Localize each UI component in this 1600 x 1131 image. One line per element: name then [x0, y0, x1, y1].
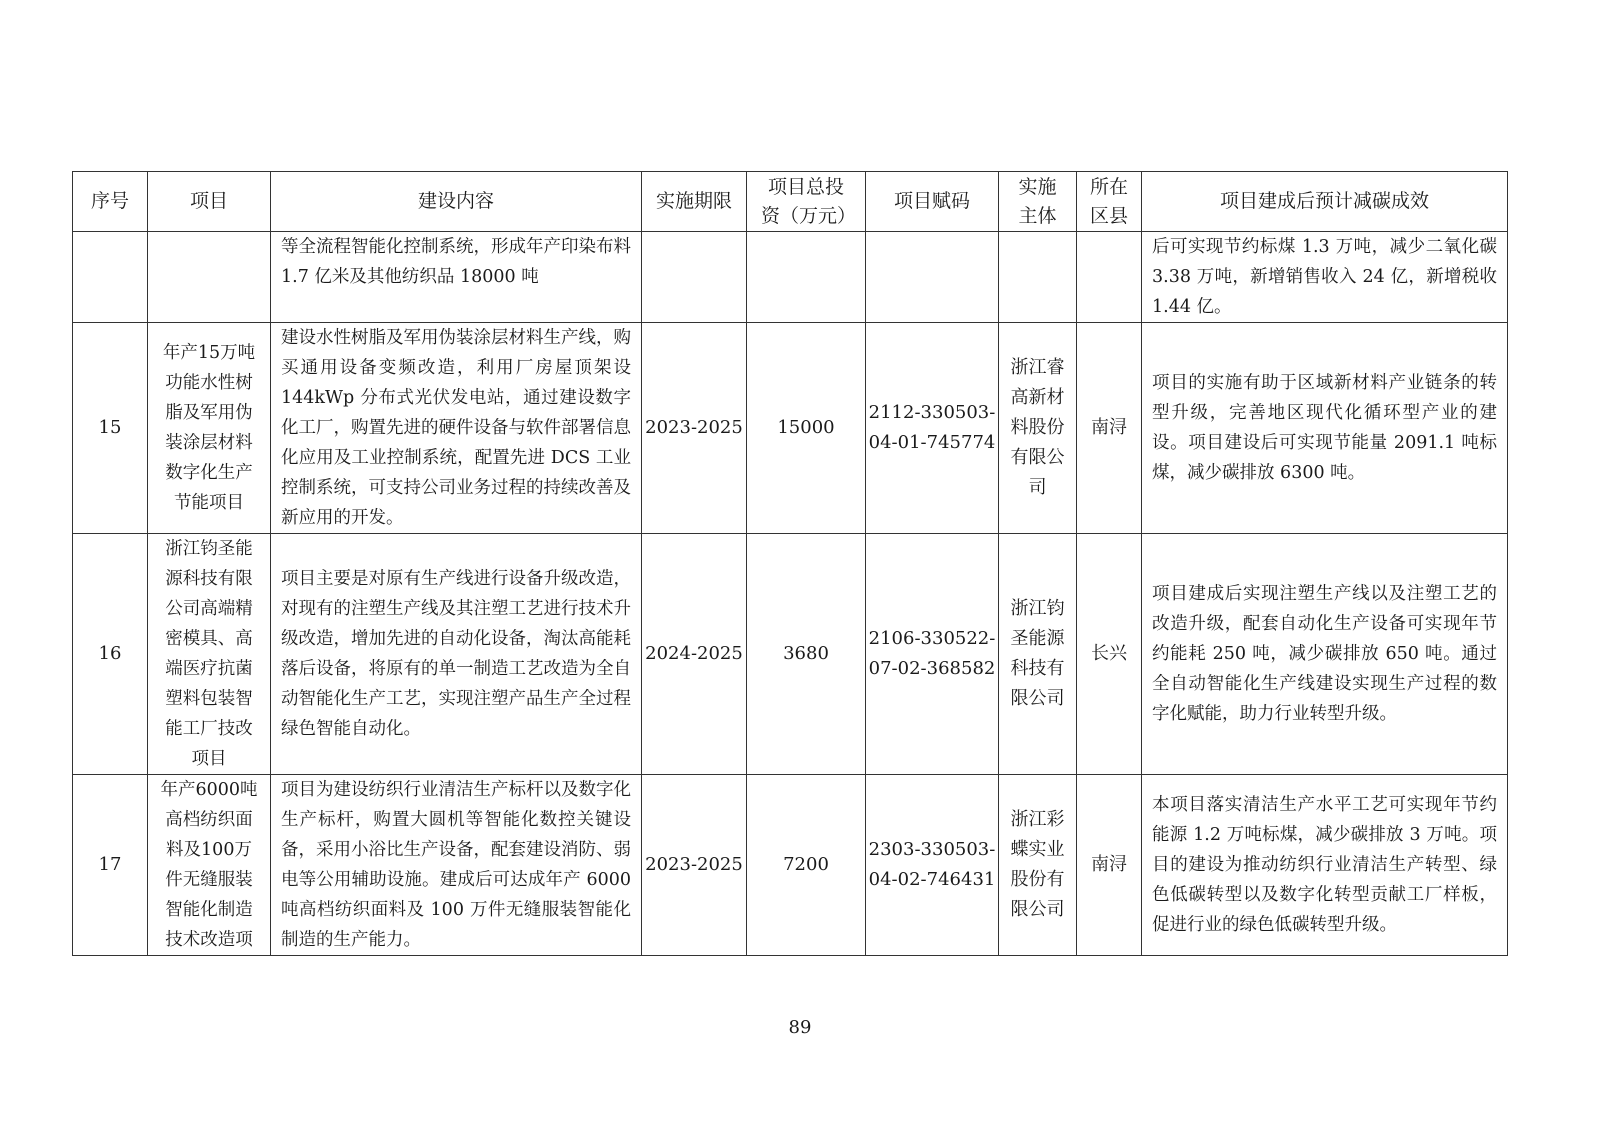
- row-investment: [747, 232, 866, 323]
- row-project: 年产6000吨高档纺织面料及100万件无缝服装智能化制造技术改造项: [148, 775, 271, 956]
- header-content: 建设内容: [271, 172, 642, 232]
- row-investment: 3680: [747, 534, 866, 775]
- row-period: 2024-2025: [642, 534, 747, 775]
- row-project: 浙江钧圣能源科技有限公司高端精密模具、高端医疗抗菌塑料包装智能工厂技改项目: [148, 534, 271, 775]
- table-row: [73, 232, 1508, 323]
- row-effect: 项目建成后实现注塑生产线以及注塑工艺的改造升级，配套自动化生产设备可实现年节约能耗 250 吨，减少碳排放 650 吨。通过全自动智能化生产线建设实现生产过程的数字化赋能，助力行业转型升级。: [1142, 534, 1508, 775]
- table-row: [73, 534, 1508, 775]
- row-content: 项目主要是对原有生产线进行设备升级改造，对现有的注塑生产线及其注塑工艺进行技术升级改造，增加先进的自动化设备，淘汰高能耗落后设备，将原有的单一制造工艺改造为全自动智能化生产工艺，实现注塑产品生产全过程绿色智能自动化。: [271, 534, 642, 775]
- table-row: [73, 323, 1508, 534]
- header-county: 所在区县: [1077, 172, 1142, 232]
- row-effect: 本项目落实清洁生产水平工艺可实现年节约能源 1.2 万吨标煤，减少碳排放 3 万吨。项目的建设为推动纺织行业清洁生产转型、绿色低碳转型以及数字化转型贡献工厂样板，促进行业的绿色低碳转型升级。: [1142, 775, 1508, 956]
- row-county: 长兴: [1077, 534, 1142, 775]
- row-code: 2112-330503-04-01-745774: [866, 323, 999, 534]
- row-project: [148, 232, 271, 323]
- row-seq: 17: [73, 775, 148, 956]
- row-entity: 浙江睿高新材料股份有限公司: [999, 323, 1077, 534]
- row-period: 2023-2025: [642, 775, 747, 956]
- row-project: 年产15万吨功能水性树脂及军用伪装涂层材料数字化生产节能项目: [148, 323, 271, 534]
- row-investment: 7200: [747, 775, 866, 956]
- row-seq: [73, 232, 148, 323]
- row-content: 等全流程智能化控制系统，形成年产印染布料 1.7 亿米及其他纺织品 18000 吨: [271, 232, 642, 323]
- row-content: 项目为建设纺织行业清洁生产标杆以及数字化生产标杆，购置大圆机等智能化数控关键设备，采用小浴比生产设备，配套建设消防、弱电等公用辅助设施。建成后可达成年产 6000 吨高档纺织面料及 100 万件无缝服装智能化制造的生产能力。: [271, 775, 642, 956]
- header-effect: 项目建成后预计减碳成效: [1142, 172, 1508, 232]
- header-project: 项目: [148, 172, 271, 232]
- row-code: 2106-330522-07-02-368582: [866, 534, 999, 775]
- row-county: [1077, 232, 1142, 323]
- row-entity: [999, 232, 1077, 323]
- row-effect: 项目的实施有助于区域新材料产业链条的转型升级，完善地区现代化循环型产业的建设。项目建设后可实现节能量 2091.1 吨标煤，减少碳排放 6300 吨。: [1142, 323, 1508, 534]
- header-row: [73, 172, 1508, 232]
- row-period: 2023-2025: [642, 323, 747, 534]
- header-entity: 实施主体: [999, 172, 1077, 232]
- project-table: [72, 171, 1508, 956]
- row-county: 南浔: [1077, 323, 1142, 534]
- row-code: [866, 232, 999, 323]
- row-seq: 15: [73, 323, 148, 534]
- table-row: [73, 775, 1508, 956]
- row-investment: 15000: [747, 323, 866, 534]
- header-seq: 序号: [73, 172, 148, 232]
- row-entity: 浙江彩蝶实业股份有限公司: [999, 775, 1077, 956]
- page-number: 89: [788, 1017, 812, 1038]
- row-county: 南浔: [1077, 775, 1142, 956]
- row-code: 2303-330503-04-02-746431: [866, 775, 999, 956]
- header-period: 实施期限: [642, 172, 747, 232]
- header-investment: 项目总投资（万元）: [747, 172, 866, 232]
- row-effect: 后可实现节约标煤 1.3 万吨，减少二氧化碳 3.38 万吨，新增销售收入 24 亿，新增税收 1.44 亿。: [1142, 232, 1508, 323]
- row-period: [642, 232, 747, 323]
- header-code: 项目赋码: [866, 172, 999, 232]
- row-seq: 16: [73, 534, 148, 775]
- row-content: 建设水性树脂及军用伪装涂层材料生产线，购买通用设备变频改造，利用厂房屋顶架设 144kWp 分布式光伏发电站，通过建设数字化工厂，购置先进的硬件设备与软件部署信息化应用及工业控制系统，配置先进 DCS 工业控制系统，可支持公司业务过程的持续改善及新应用的开发。: [271, 323, 642, 534]
- row-entity: 浙江钧圣能源科技有限公司: [999, 534, 1077, 775]
